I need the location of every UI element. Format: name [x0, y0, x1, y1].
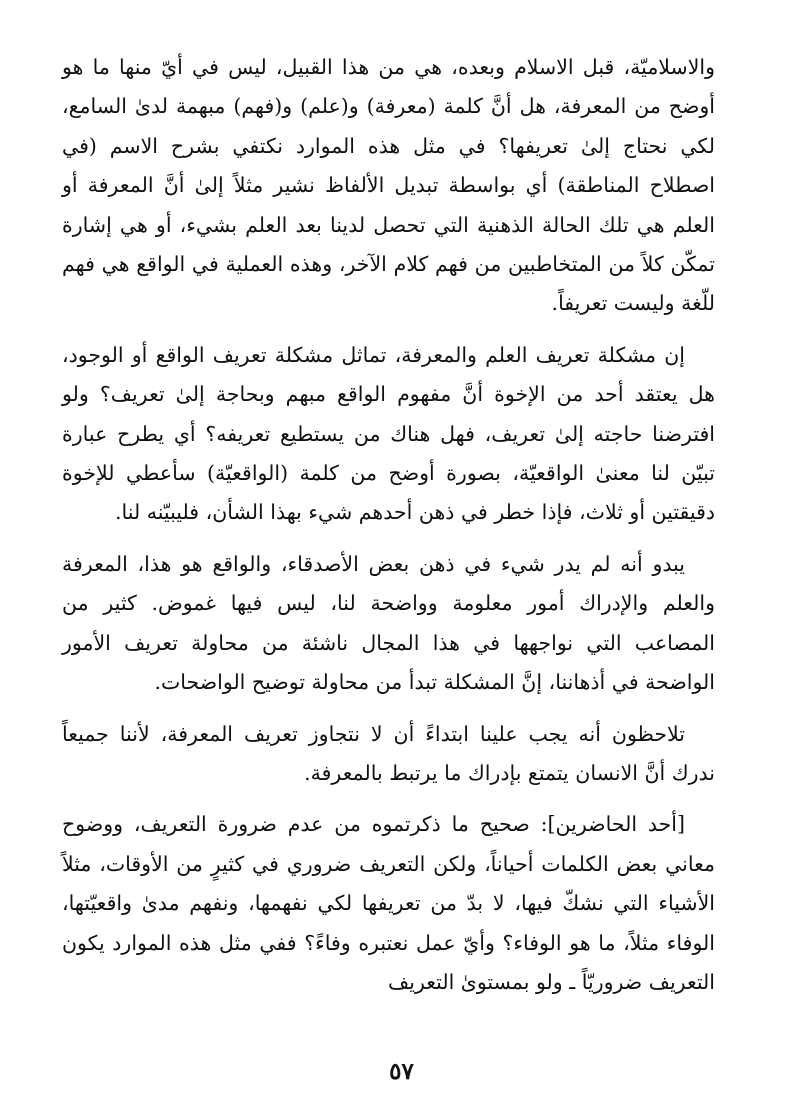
paragraph-5: [أحد الحاضرين]: صحيح ما ذكرتموه من عدم ضرورة التعريف، ووضوح معاني بعض الكلمات أحياناً، ولكن التعريف ضروري في كثيرٍ من الأوقات، مثلاً الأشياء التي نشكّ فيها، لا بدّ من تعريفها لكي نفهمها، ونفهم مدىٰ واقعيّتها، الوفاء مثلاً، ما هو الوفاء؟ وأيّ عمل نعتبره وفاءً؟ ففي مثل هذه الموارد يكون التعريف ضروريّاً ـ ولو بمستوىٰ التعريف: [62, 812, 715, 994]
paragraph-1: والاسلاميّة، قبل الاسلام وبعده، هي من هذا القبيل، ليس في أيّ منها ما هو أوضح من المعرفة، هل أنَّ كلمة (معرفة) و(علم) و(فهم) مبهمة لدىٰ السامع، لكي نحتاج إلىٰ تعريفها؟ في مثل هذه الموارد نكتفي بشرح الاسم (في اصطلاح المناطقة) أي بواسطة تبديل الألفاظ نشير مثلاً إلىٰ أنَّ المعرفة أو العلم هي تلك الحالة الذهنية التي تحصل لدينا بعد العلم بشيء، أو هي إشارة تمكّن كلاً من المتخاطبين من فهم كلام الآخر، وهذه العملية في الواقع هي فهم للّغة وليست تعريفاً.: [62, 55, 715, 316]
paragraph-3: يبدو أنه لم يدر شيء في ذهن بعض الأصدقاء، والواقع هو هذا، المعرفة والعلم والإدراك أمور معلومة وواضحة لنا، ليس فيها غموض. كثير من المصاعب التي نواجهها في هذا المجال ناشئة من محاولة تعريف الأمور الواضحة في أذهاننا، إنَّ المشكلة تبدأ من محاولة توضيح الواضحات.: [62, 551, 715, 695]
paragraph-4: تلاحظون أنه يجب علينا ابتداءً أن لا نتجاوز تعريف المعرفة، لأننا جميعاً ندرك أنَّ الانسان يتمتع بإدراك ما يرتبط بالمعرفة.: [62, 721, 715, 785]
paragraph-2: إن مشكلة تعريف العلم والمعرفة، تماثل مشكلة تعريف الواقع أو الوجود، هل يعتقد أحد من الإخوة أنَّ مفهوم الواقع مبهم وبحاجة إلىٰ تعريف؟ ولو افترضنا حاجته إلىٰ تعريف، فهل هناك من يستطيع تعريفه؟ أي يطرح عبارة تبيّن لنا معنىٰ الواقعيّة، بصورة أوضح من كلمة (الواقعيّة) سأعطي للإخوة دقيقتين أو ثلاث، فإذا خطر في ذهن أحدهم شيء بهذا الشأن، فليبيّنه لنا.: [62, 342, 715, 525]
body-text: [62, 48, 715, 1014]
page-number: ٥٧: [389, 1058, 414, 1085]
